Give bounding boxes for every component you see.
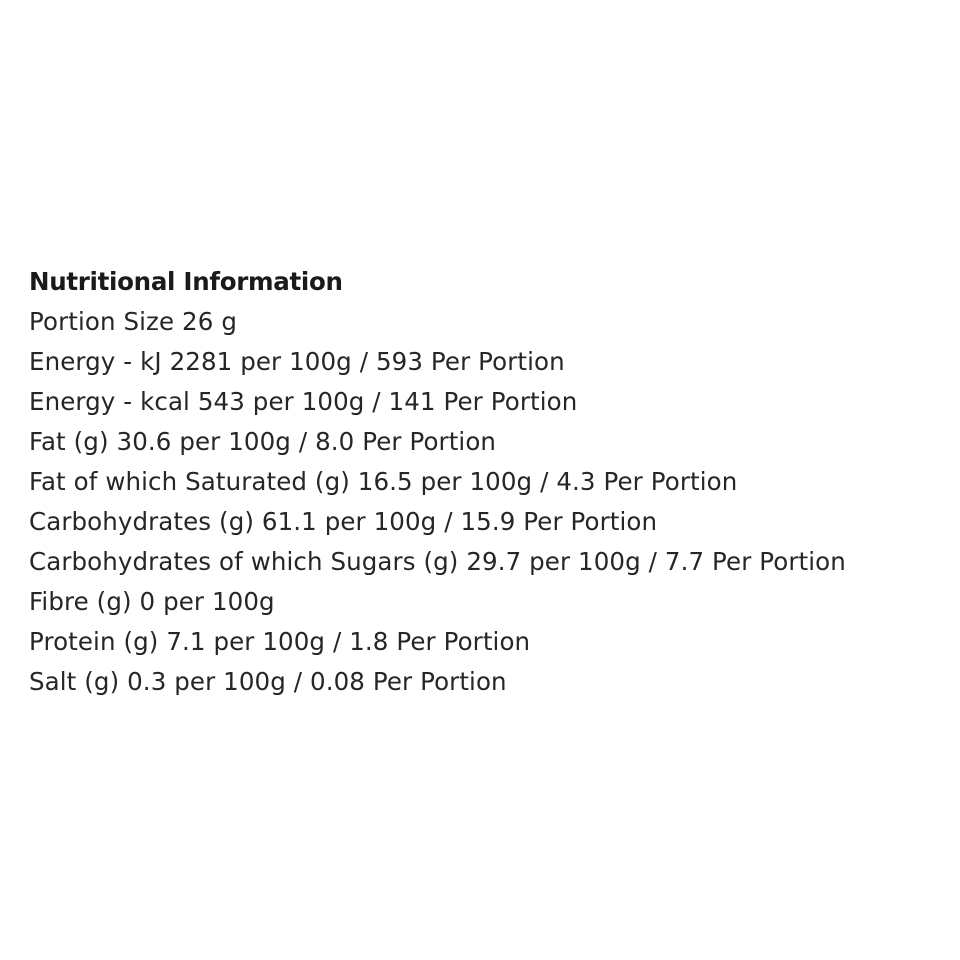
fat-line: Fat (g) 30.6 per 100g / 8.0 Per Portion (29, 427, 497, 456)
carbohydrates-line: Carbohydrates (g) 61.1 per 100g / 15.9 Per Portion (29, 507, 658, 536)
sugars-line: Carbohydrates of which Sugars (g) 29.7 per 100g / 7.7 Per Portion (29, 547, 846, 576)
portion-size-line: Portion Size 26 g (29, 307, 237, 336)
energy-kj-line: Energy - kJ 2281 per 100g / 593 Per Portion (29, 347, 565, 376)
saturated-fat-line: Fat of which Saturated (g) 16.5 per 100g / 4.3 Per Portion (29, 467, 738, 496)
nutrition-information-section (29, 262, 954, 702)
salt-line: Salt (g) 0.3 per 100g / 0.08 Per Portion (29, 667, 507, 696)
nutrition-title: Nutritional Information (29, 267, 343, 296)
energy-kcal-line: Energy - kcal 543 per 100g / 141 Per Portion (29, 387, 578, 416)
protein-line: Protein (g) 7.1 per 100g / 1.8 Per Portion (29, 627, 531, 656)
fibre-line: Fibre (g) 0 per 100g (29, 587, 275, 616)
nutrition-list (29, 302, 954, 702)
